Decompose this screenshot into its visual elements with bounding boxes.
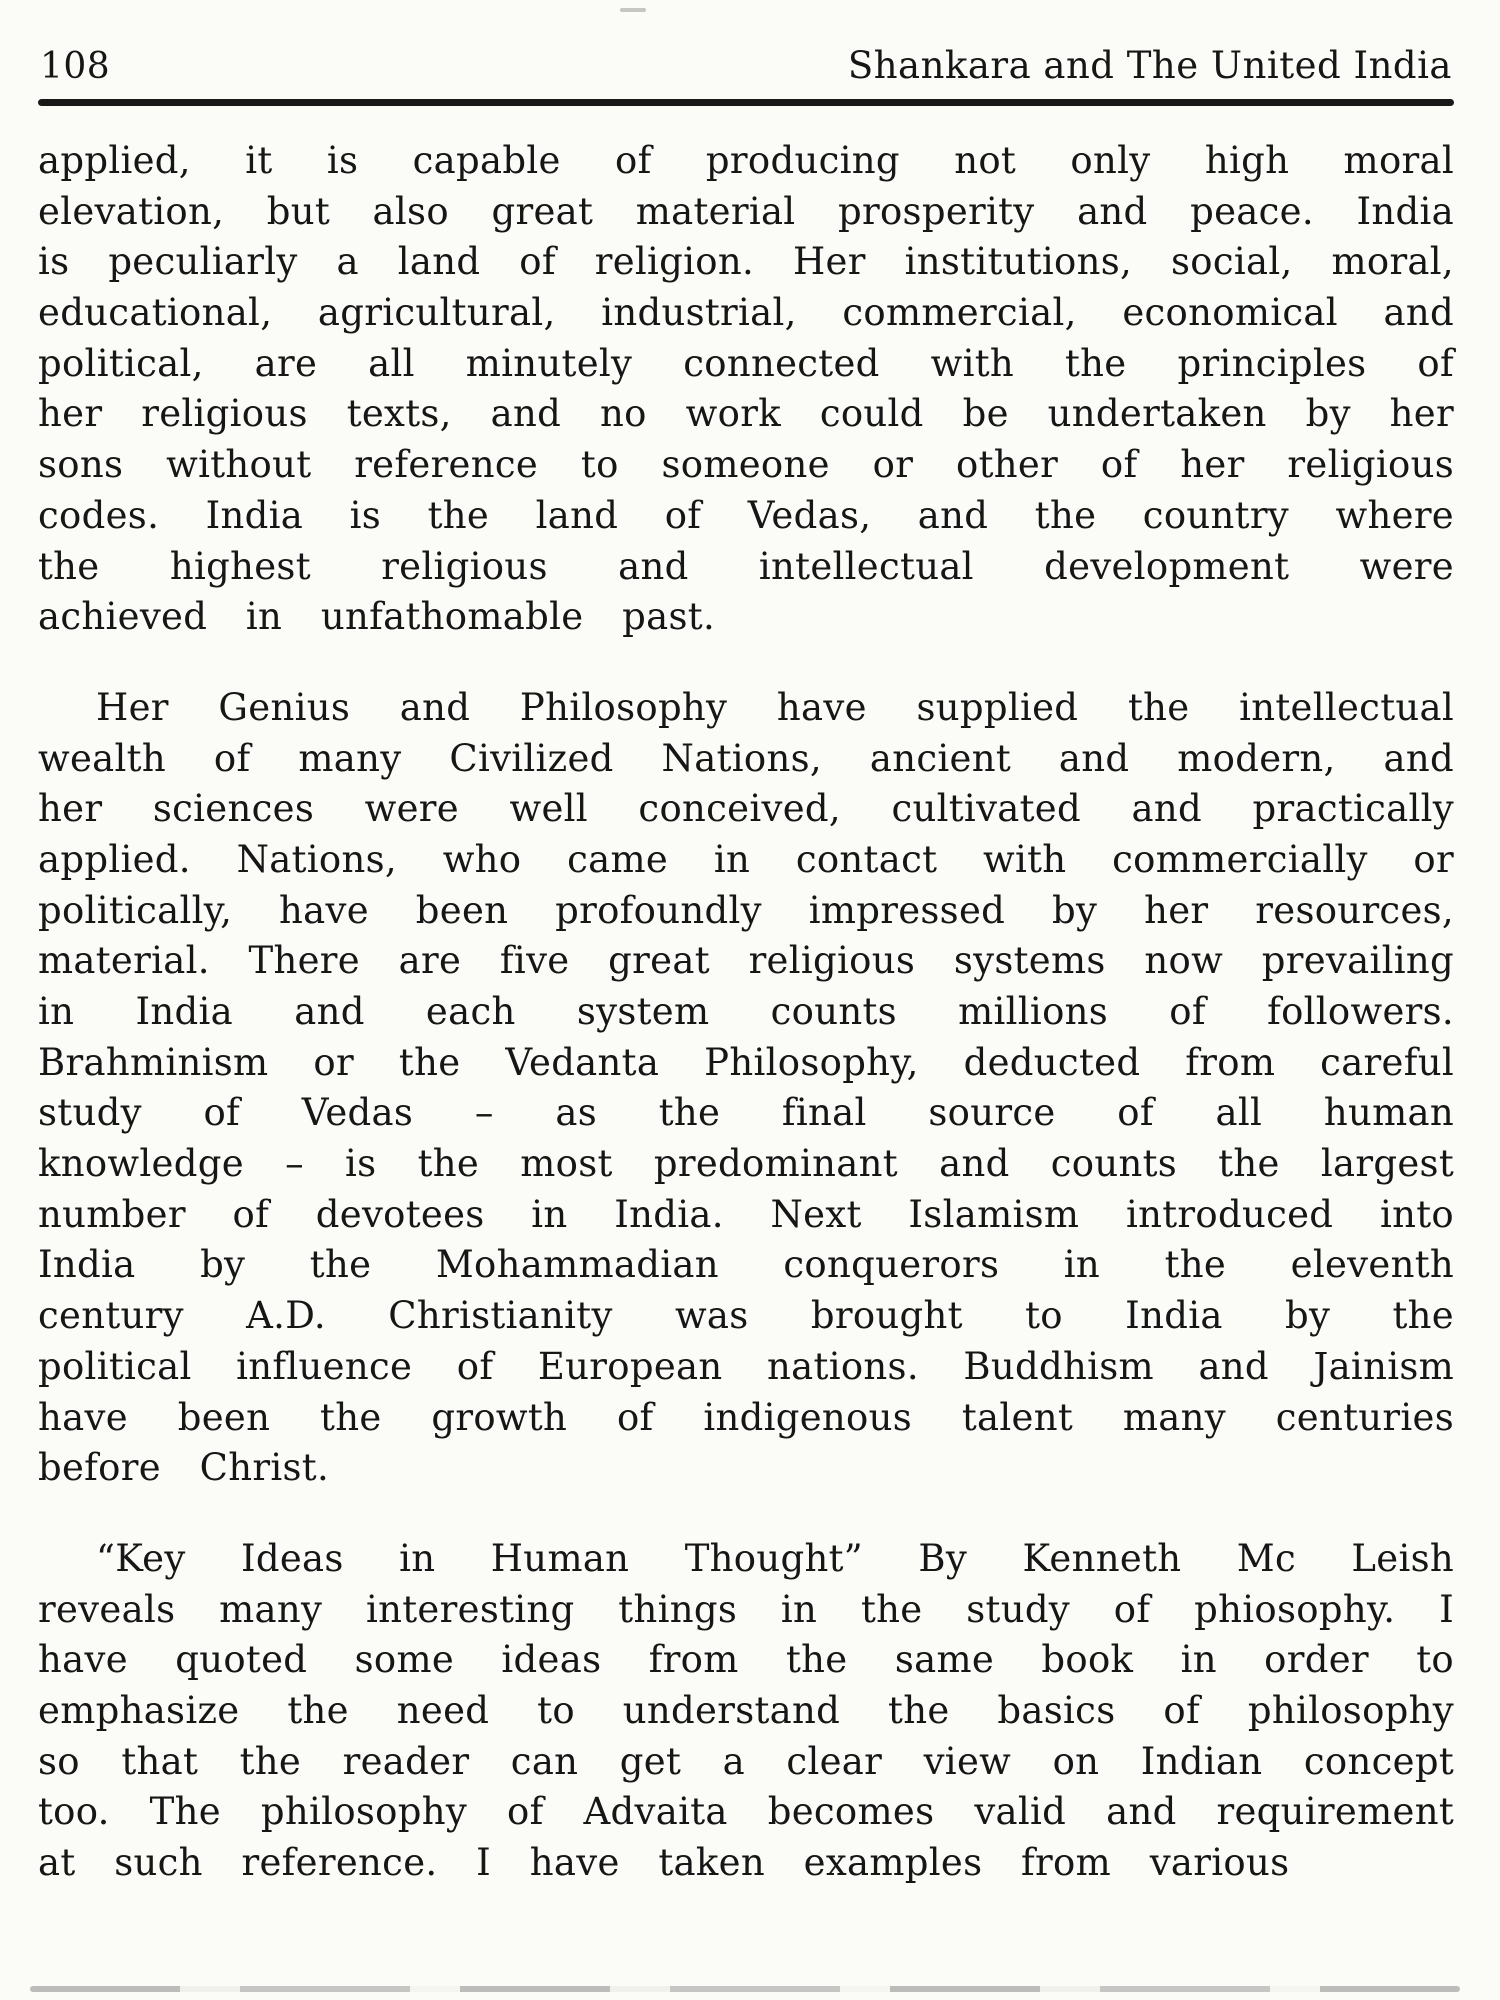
running-title: Shankara and The United India [847,44,1452,87]
page-number: 108 [40,46,111,87]
paragraph-2: Her Genius and Philosophy have supplied the intellectual wealth of many Civilized Nations, ancient and modern, and her sciences were well conceived, cultivated and practically applied. Nations, who came in contact with commercially or politically, have been profoundly impressed by her resources, material. There are five great religious systems now prevailing in India and each system counts millions of followers. Brahminism or the Vedanta Philosophy, deducted from careful study of Vedas – as the final source of all human knowledge – is the most predominant and counts the largest number of devotees in India. Next Islamism introduced into India by the Mohammadian conquerors in the eleventh century A.D. Christianity was brought to India by the political influence of European nations. Buddhism and Jainism have been the growth of indigenous talent many centuries before Christ. [38,685,1454,1490]
paragraph-3: “Key Ideas in Human Thought” By Kenneth Mc Leish reveals many interesting things in the study of phiosophy. I have quoted some ideas from the same book in order to emphasize the need to understand the basics of philosophy so that the reader can get a clear view on Indian concept too. The philosophy of Advaita becomes valid and requirement at such reference. I have taken examples from various [38,1536,1454,1884]
paragraph-1: applied, it is capable of producing not only high moral elevation, but also great material prosperity and peace. India is peculiarly a land of religion. Her institutions, social, moral, educational, agricultural, industrial, commercial, economical and political, are all minutely connected with the principles of her religious texts, and no work could be undertaken by her sons without reference to someone or other of her religious codes. India is the land of Vedas, and the country where the highest religious and intellectual development were achieved in unfathomable past. [38,139,1454,639]
page-header [38,44,1454,95]
scan-artifact-line [30,1986,1460,1992]
scan-artifact-top-mark [620,8,646,12]
header-rule [38,99,1454,106]
page-body [38,136,1454,1889]
